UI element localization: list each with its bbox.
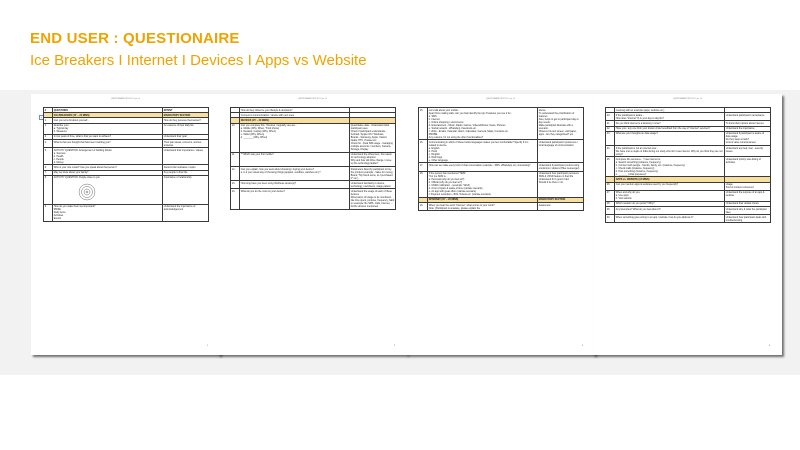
question-text-value: ** Which was your first mobile? xyxy=(240,153,274,157)
question-row xyxy=(606,145,771,156)
question-text-value: Can you tell a bit about yourself... xyxy=(53,118,90,122)
question-number xyxy=(44,139,53,147)
question-number xyxy=(419,163,428,171)
question-text-value: Let’s talk about your mobile... Apart from making calls, can you help identify the top 3 features you use it for - a. SMS b. Internet c. Online shopping / eCommerce d. Entertainment - Music, Radio, Games, Videos/Movies, News, Pictures e. Social network - WhatsApp, Facebook etc. f. Utility - Emails, Calendar, Alarm, Calculator, Camera, Maps, Contacts etc. PROBE Any reasons, for not using the other functionalities? xyxy=(428,108,512,139)
question-text xyxy=(240,152,350,166)
question-text-value: Any favourites? What do you feel about it? xyxy=(615,207,661,211)
question-text xyxy=(615,182,725,190)
question-number xyxy=(231,181,240,189)
question-row xyxy=(606,207,771,215)
question-text-value: What do you do the most on your device? xyxy=(240,189,285,193)
question-text xyxy=(615,207,725,215)
question-number-value: 25. xyxy=(606,157,611,161)
question-text-value: How do you make them feel important? PRIZE Daily items Activities Events xyxy=(53,205,96,221)
question-row xyxy=(606,182,771,190)
question-number-value: 6. xyxy=(44,165,47,169)
intent-text-value: Importance of relationship. xyxy=(163,176,192,180)
intent-text-value: Factors that motivates, inspire xyxy=(163,165,196,169)
question-text xyxy=(428,202,538,210)
question-text xyxy=(615,215,725,223)
intent-text-value: Understand their default choice xyxy=(725,202,759,206)
question-text xyxy=(240,181,350,189)
intent-text-value: Understand priority wise listing of activities xyxy=(725,157,761,164)
intent-text-value: Quantitative data - Understand what participant uses Check if participant understands - Android / Apple iOS / Windows, Brands - Samsung, Apple, Xiaomi, Nokia, HTC, Huawei etc. Check for - Dual SIM usage - managing multiple accounts / numbers, Camera, Storage, Display xyxy=(350,124,393,152)
question-text xyxy=(428,163,538,171)
question-text xyxy=(53,148,163,165)
question-text-value: Can you complete this, "Devices I regularly use are... a. Mobile (Why, When, *Find phone) b. Desktop / Laptop (Why, When) c. Tablet (Why, When) d. _______ (Why, When) xyxy=(240,124,297,140)
intent-text xyxy=(163,175,209,204)
intent-text-value: Their pain areas, concerns, worries, anxieties xyxy=(163,140,202,147)
question-text-value: Which medium do you prefer? Why? xyxy=(615,202,655,206)
intent-text xyxy=(725,157,771,177)
intent-text-value: Understand their goal. xyxy=(163,135,188,139)
question-text xyxy=(428,108,538,140)
question-text-value: ACTIVITY QUESTION: People close to you xyxy=(53,176,100,180)
questionnaire-page-1 xyxy=(31,94,220,355)
question-text-value: ACTIVITY QUESTION: Arrangement of building blocks a. Success b. Health c. People d. Money xyxy=(53,148,112,164)
intent-text xyxy=(163,204,209,221)
question-number-value: 18. xyxy=(419,172,424,176)
question-text xyxy=(53,175,163,204)
question-number-value: 1. xyxy=(44,118,47,122)
question-row xyxy=(44,139,209,147)
concentric-circles-icon xyxy=(76,183,98,201)
question-text-value: When something goes wrong in an app / website, how do you address it? xyxy=(615,215,694,219)
intent-text xyxy=(725,182,771,190)
question-number xyxy=(606,190,615,201)
question-text xyxy=(615,131,725,145)
intent-text xyxy=(538,163,584,171)
intent-text-value: Understand if participant prefers using emoticons / stickers (Hike messenger) xyxy=(538,163,580,170)
intent-text-value: Understand their importance / values xyxy=(163,148,203,152)
question-row xyxy=(606,215,771,223)
question-number xyxy=(606,113,615,121)
question-number-value: 15. xyxy=(419,108,424,112)
page-header: QUESTIONNAIRE PROTOCOL | ver 1.0 xyxy=(298,99,327,100)
intent-text-value: Understand familiarity to device, technology, usefulness, usage pattern xyxy=(350,181,391,188)
intent-text xyxy=(350,166,396,180)
question-row xyxy=(44,123,209,134)
intent-text-value: MANDATORY SECTION xyxy=(538,198,566,202)
intent-text xyxy=(538,108,584,140)
intent-text xyxy=(725,145,771,156)
page-header: QUESTIONNAIRE PROTOCOL | ver 1.0 xyxy=(111,99,140,100)
question-text-value: How do they influence your lifestyle & decisions? xyxy=(240,108,293,112)
intent-text-value: Understand the importance xyxy=(725,127,755,131)
question-text xyxy=(240,166,350,180)
question-text-value: Connect to communication / device with next ones. xyxy=(240,113,295,117)
question-text-value: If the participant is not an internet user - We have met a couple of folks during our study who don’t use internet. Why do you think they are not using? xyxy=(615,146,723,156)
question-text-value: Who is your role model? Can you speak about that person? xyxy=(53,165,117,169)
intent-text-value: To know their opinion about internet xyxy=(725,121,764,125)
questionnaire-page-4 xyxy=(593,94,782,355)
intent-text xyxy=(350,189,396,209)
question-number-value: 24. xyxy=(606,146,611,150)
question-text-value: ICE-BREAKERS (15’ ~ 20 MINS) xyxy=(53,113,90,117)
question-number xyxy=(606,131,615,145)
page-header: QUESTIONNAIRE PROTOCOL | ver 1.0 xyxy=(673,99,702,100)
page-number: 2 xyxy=(393,345,395,347)
question-number-value: 11. xyxy=(231,153,235,157)
question-number xyxy=(606,215,615,223)
question-number-value: 26. xyxy=(606,183,611,187)
question-number-value: 8. xyxy=(44,176,47,180)
intent-text-value: above. To understand the prioritization of features Also, helps to get to participant day to day needs. Make participant illustrate with a scenario. Observe his text screen, wall paper, apps - Are they categorised? etc. xyxy=(538,108,579,136)
question-row xyxy=(606,190,771,201)
question-text-value: Describe your... a. Typical day b. Weekend xyxy=(53,124,71,134)
intent-text-value: Understand how participant perceives SMS & USSD feature in their life Understand if it’s good / bad. Should it be there / not. xyxy=(538,172,579,185)
page-number: 1 xyxy=(206,345,208,347)
intent-text xyxy=(725,113,771,121)
question-number xyxy=(419,202,428,210)
page-number: 3 xyxy=(581,345,583,347)
question-number-value: 7. xyxy=(44,171,47,175)
intent-text-value: Usage Kind of content consumed xyxy=(725,183,754,190)
intent-text xyxy=(725,190,771,201)
question-row xyxy=(44,175,209,204)
question-number xyxy=(231,189,240,209)
question-text xyxy=(240,189,350,209)
question-row xyxy=(44,204,209,221)
question-text-value: If the participant is aware - How does "internet" fit in your day to day life? xyxy=(615,113,664,120)
questionnaire-page-3 xyxy=(406,94,595,355)
question-row xyxy=(231,181,396,189)
question-text-value: When and why do you, a. Use apps b. Visit website xyxy=(615,191,641,201)
intent-text-value: Understand the purpose of an app & website. xyxy=(725,191,765,198)
question-number xyxy=(44,204,53,221)
intent-text xyxy=(725,131,771,145)
question-number xyxy=(231,123,240,152)
intent-text xyxy=(163,139,209,147)
questionnaire-table xyxy=(418,107,584,211)
page-header: QUESTIONNAIRE PROTOCOL | ver 1.0 xyxy=(486,99,515,100)
question-row xyxy=(606,157,771,177)
question-number-value: 4. xyxy=(44,140,47,144)
question-number-value: 3. xyxy=(44,135,47,139)
question-text xyxy=(615,145,725,156)
question-row xyxy=(419,140,584,163)
intent-text-value: Understand how participant deals with troubleshooting xyxy=(725,215,767,222)
intent-text-value: How do they perceive themselves? xyxy=(163,118,201,122)
question-number-value: 21. xyxy=(606,121,611,125)
question-row xyxy=(606,131,771,145)
page-number: 4 xyxy=(768,345,770,347)
intent-text xyxy=(725,207,771,215)
question-number-value: 29. xyxy=(606,207,611,211)
question-text-value: meaning with an example (apps, website etc.) xyxy=(615,108,665,112)
question-text xyxy=(53,204,163,221)
question-number xyxy=(606,145,615,156)
intent-text-value: An essence of their daily life. xyxy=(163,124,195,128)
intent-text-value: Understand participant’s preference / local language of communication xyxy=(538,140,578,147)
question-number-value: 14. xyxy=(231,189,236,193)
question-text-value: In two years of time, what is that you want to achieve? xyxy=(53,135,112,139)
question-number xyxy=(606,207,615,215)
slide-title: END USER : QUESTIONAIRE xyxy=(30,30,240,47)
question-text-value: Have you / any one from your known circle benefitted from the use of "internet" services? xyxy=(615,127,710,131)
intent-text xyxy=(163,123,209,134)
intent-text-value: Understand participant’s acceptance xyxy=(725,113,765,117)
questionnaire-table xyxy=(43,107,209,222)
question-text xyxy=(240,123,350,152)
question-text xyxy=(428,171,538,197)
question-number xyxy=(231,166,240,180)
question-number-value: 9. xyxy=(44,205,47,209)
intent-text-value: Understand any fear, fear - security issues xyxy=(725,146,764,153)
intent-text-value: Understand why & what the participant likes xyxy=(725,207,767,214)
intent-text xyxy=(725,215,771,223)
question-text xyxy=(428,140,538,163)
intent-text-value: Awareness xyxy=(538,203,551,207)
question-row xyxy=(231,152,396,166)
intent-text xyxy=(350,152,396,166)
question-number-value: 27. xyxy=(606,191,611,195)
question-text-value: If the person has mentioned "SMS", "For me SMS is... a. Personal (why do you feel so?) b. Official (why do you feel so?) c. USSD notification - (example *121#) d. A ton of spam & waste of time (narrate scenario) e. An app with great offers (narrate scenario) f. Payment reminders - Bills, Tickets etc. (narrate scenario) xyxy=(428,172,491,197)
question-number xyxy=(44,123,53,134)
question-text-value: QUESTIONS xyxy=(53,108,68,112)
question-number-value: 10. xyxy=(231,124,236,128)
question-row xyxy=(419,108,584,140)
question-number-value: # xyxy=(44,108,47,112)
question-number-value: 30. xyxy=(606,215,611,219)
intent-text-value: Understand the usage of each of these devices Dimensions of Usage to be monitored - like time spent, purpose, frequency, habit on example: file SMS, Calls, Internet, ... All the devices mentioned xyxy=(350,189,395,208)
question-text-value: Communicating in which of these below languages makes you feel comfortable? Specify if it is related to device. a. English b. Hindi c. Hinglish d. DAD lingo e. Other language xyxy=(428,140,529,162)
question-number-value: 23. xyxy=(606,132,611,136)
question-row xyxy=(231,166,396,180)
slide-subtitle: Ice Breakers I Internet I Devices I Apps vs Website xyxy=(30,52,367,69)
question-text-value: Can you explain, how you went about choosing / buying your device? a. Is it your usual way of choosing things (apparel, vestibles, watches etc.)? xyxy=(240,167,321,174)
question-number-value: 12. xyxy=(231,167,236,171)
question-number xyxy=(419,108,428,140)
question-number xyxy=(419,140,428,163)
question-row xyxy=(44,148,209,165)
question-number-value: 28. xyxy=(606,202,611,206)
question-row xyxy=(231,189,396,209)
question-text-value: What are your thoughts on data usage? xyxy=(615,132,658,136)
intent-text xyxy=(538,202,584,210)
question-number xyxy=(606,157,615,177)
question-text xyxy=(53,123,163,134)
question-number-value: 20. xyxy=(606,113,611,117)
question-text-value: What is that one thought that has been troubling you? xyxy=(53,140,111,144)
intent-text-value: Understand the importance of acknowledgement xyxy=(163,205,196,212)
intent-text-value: Understand the influencers, the reason for technology adoption. Why and how did it/the change / move up the technology ladder? xyxy=(350,153,392,166)
question-number xyxy=(231,152,240,166)
intent-text-value: Understand if participant is aware of data usage Do they keep a track? Cost & value consciousness xyxy=(725,132,764,145)
question-number xyxy=(419,171,428,197)
question-text-value: Complete this sentence - "I use internet to a. Search something (instance, frequency) b. Connect with people - friends, family, etc. (instance, frequency) c. Check mails (instance, frequency) d. Post something (instance, frequency) e. _______ (what purposes)" xyxy=(615,157,685,176)
question-text-value: How long have you been using this/these device(s)? xyxy=(240,181,297,185)
question-text-value: How can we make every kind of chat conversation (example - SMS, WhatsApp etc.) interesting? xyxy=(428,163,531,167)
question-text-value: INTERNET (15’ ~ 20 MINS) xyxy=(428,198,459,202)
intent-text xyxy=(538,140,584,163)
question-text-value: When you hear the word "Internet", what comes to your mind? Note: (Participant is unaware, please explain the xyxy=(428,203,495,210)
question-number xyxy=(44,175,53,204)
intent-text-value: MANDATORY SECTION xyxy=(163,113,191,117)
intent-text xyxy=(538,171,584,197)
intent-text xyxy=(163,148,209,165)
question-text xyxy=(615,157,725,177)
question-number xyxy=(44,148,53,165)
question-text xyxy=(53,139,163,147)
question-text-value: Can you mention apps & websites used by you frequently? xyxy=(615,183,678,187)
question-number-value: 13. xyxy=(231,181,236,185)
question-number-value: 17. xyxy=(419,163,424,167)
questionnaire-table xyxy=(605,107,771,223)
intent-text xyxy=(350,181,396,189)
question-number xyxy=(606,182,615,190)
question-number-value: 16. xyxy=(419,140,424,144)
question-text-value: APPS vs. WEBSITE (15 MINS) xyxy=(615,177,650,181)
questionnaire-page-2 xyxy=(218,94,407,355)
question-number-value: 2. xyxy=(44,124,47,128)
question-text-value: Do you think internet is a blessing / curse? xyxy=(615,121,661,125)
intent-text-value: Key people in their life xyxy=(163,171,188,175)
intent-text xyxy=(350,123,396,152)
question-row xyxy=(419,171,584,197)
question-text xyxy=(615,190,725,201)
question-row xyxy=(606,113,771,121)
intent-text-value: INTENT xyxy=(163,108,173,112)
table-move-handle-icon[interactable]: + xyxy=(40,115,43,120)
question-text xyxy=(615,113,725,121)
question-row xyxy=(419,202,584,210)
question-row xyxy=(419,163,584,171)
question-number-value: 22. xyxy=(606,127,611,131)
question-text-value: May we know about your family? xyxy=(53,171,89,175)
question-number-value: 5. xyxy=(44,148,47,152)
questionnaire-table xyxy=(230,107,396,210)
intent-text-value: Parameters listed by participant to buy the product (example - Value for money, Brand, *My friend owns, so I purchased it* etc.) xyxy=(350,167,394,180)
question-row xyxy=(231,123,396,152)
question-text-value: DEVICES (15’ ~ 20 MINS) xyxy=(240,118,269,122)
question-number-value: 19. xyxy=(419,203,424,207)
